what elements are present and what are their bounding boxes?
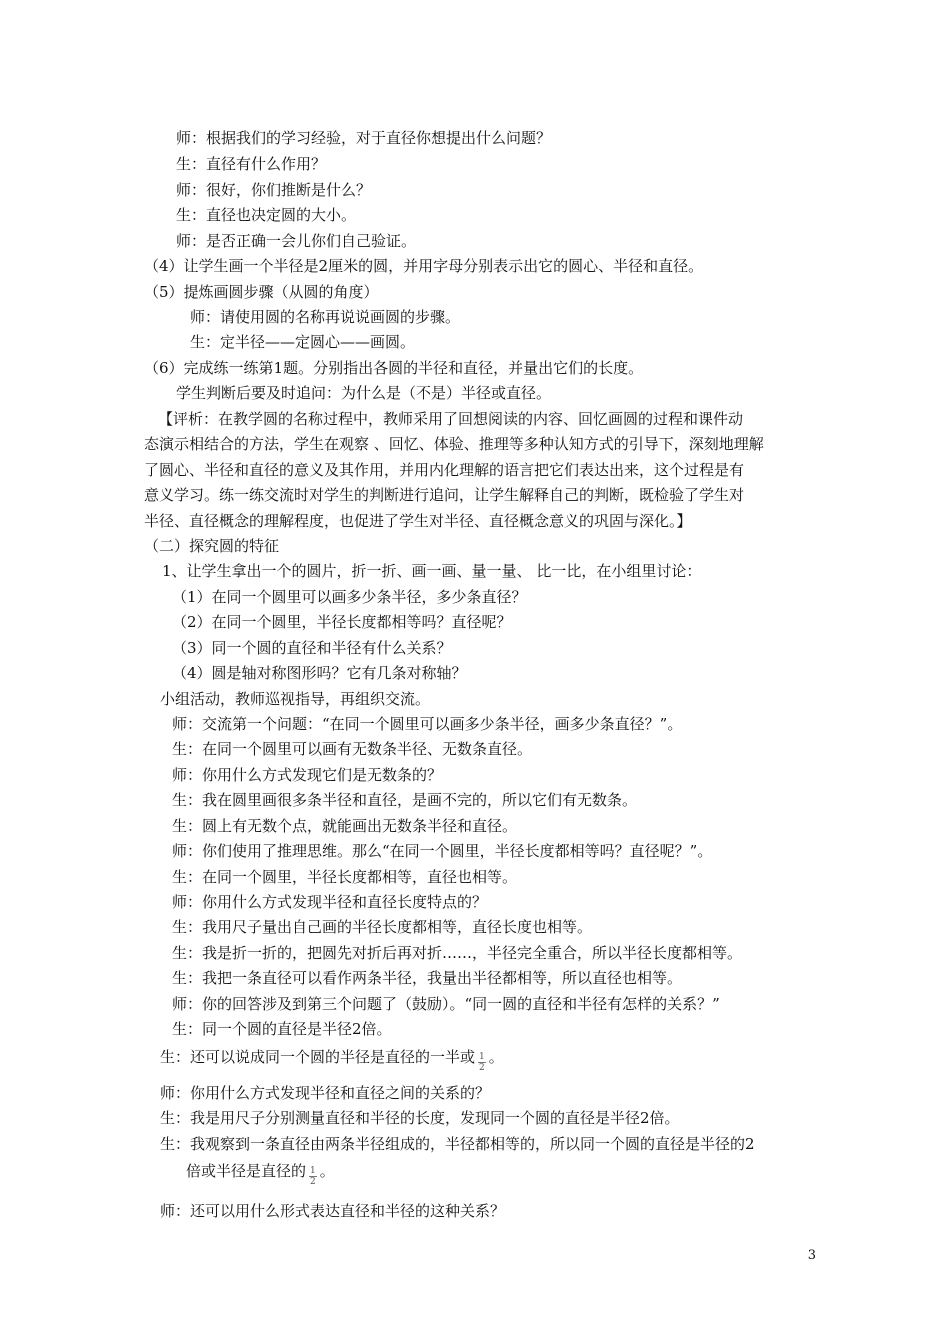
text-line: 生：我是折一折的，把圆先对折后再对折……，半径完全重合，所以半径长度都相等。 [172,944,743,962]
fraction-numerator: 1 [310,1165,316,1176]
text-line: 师：你用什么方式发现半径和直径之间的关系的？ [160,1084,491,1102]
text-line: 师：很好，你们推断是什么？ [176,181,372,199]
comment-line: 意义学习。练一练交流时对学生的判断进行追问，让学生解释自己的判断，既检验了学生对 [144,486,745,504]
text-line: 师：你用什么方式发现半径和直径长度特点的？ [172,893,488,911]
fraction-one-half [309,1166,317,1187]
fraction-denominator: 2 [310,1176,316,1187]
text-segment: 生：还可以说成同一个圆的半径是直径的一半或 [160,1048,476,1066]
text-line: （6）完成练一练第1题。分别指出各圆的半径和直径，并量出它们的长度。 [144,359,644,377]
text-line: （2）在同一个圆里，半径长度都相等吗？直径呢？ [172,613,512,631]
text-line-with-fraction [160,1046,504,1073]
text-line: 师：你的回答涉及到第三个问题了（鼓励）。“同一圆的直径和半径有怎样的关系？” [172,995,720,1013]
text-line: 生：圆上有无数个点，就能画出无数条半径和直径。 [172,817,518,835]
fraction-denominator: 2 [479,1062,485,1073]
comment-line: 【评析：在教学圆的名称过程中，教师采用了回想阅读的内容、回忆画圆的过程和课件动 [158,410,744,428]
comment-line: 半径、直径概念的理解程度，也促进了学生对半径、直径概念意义的巩固与深化。】 [144,512,692,530]
text-line-with-fraction [186,1160,335,1187]
period: 。 [488,1048,504,1066]
text-line: 生：在同一个圆里可以画有无数条半径、无数条直径。 [172,740,533,758]
text-line: （3）同一个圆的直径和半径有什么关系？ [172,639,452,657]
text-line: 生：直径也决定圆的大小。 [176,206,357,224]
text-line: 师：请使用圆的名称再说说画圆的步骤。 [190,308,461,326]
text-line: 1、让学生拿出一个的圆片，折一折、画一画、量一量、 比一比，在小组里讨论： [162,562,702,580]
comment-line: 了圆心、半径和直径的意义及其作用，并用内化理解的语言把它们表达出来，这个过程是有 [144,461,745,479]
text-line: 师：你们使用了推理思维。那么“在同一个圆里，半径长度都相等吗？直径呢？”。 [172,842,713,860]
page-number: 3 [807,1248,816,1263]
text-line: 生：我用尺子量出自己画的半径长度都相等，直径长度也相等。 [172,918,593,936]
fraction-numerator: 1 [479,1051,485,1062]
text-segment: 倍或半径是直径的 [186,1162,307,1180]
text-line: （1）在同一个圆里可以画多少条半径，多少条直径？ [172,588,527,606]
text-line: 生：同一个圆的直径是半径2倍。 [172,1020,392,1038]
text-line: 生：直径有什么作用？ [176,155,327,173]
text-line: 生：我观察到一条直径由两条半径组成的，半径都相等的，所以同一个圆的直径是半径的2 [160,1135,755,1153]
text-line: 师：还可以用什么形式表达直径和半径的这种关系？ [160,1202,506,1220]
text-line: 生：在同一个圆里，半径长度都相等，直径也相等。 [172,868,518,886]
text-line: 学生判断后要及时追问：为什么是（不是）半径或直径。 [176,384,552,402]
section-heading: （二）探究圆的特征 [144,537,280,555]
text-line: 师：是否正确一会儿你们自己验证。 [176,232,417,250]
period: 。 [319,1162,335,1180]
fraction-one-half [478,1052,486,1073]
text-line: 师：你用什么方式发现它们是无数条的？ [172,766,443,784]
text-line: （5）提炼画圆步骤（从圆的角度） [144,283,379,301]
text-line: （4）让学生画一个半径是2厘米的圆，并用字母分别表示出它的圆心、半径和直径。 [144,257,704,275]
text-line: 生：我是用尺子分别测量直径和半径的长度，发现同一个圆的直径是半径2倍。 [160,1109,680,1127]
text-line: 小组活动，教师巡视指导，再组织交流。 [160,690,431,708]
text-line: （4）圆是轴对称图形吗？它有几条对称轴？ [172,664,467,682]
text-line: 生：我在圆里画很多条半径和直径，是画不完的，所以它们有无数条。 [172,791,638,809]
text-line: 师：根据我们的学习经验，对于直径你想提出什么问题？ [176,129,552,147]
text-line: 生：我把一条直径可以看作两条半径，我量出半径都相等，所以直径也相等。 [172,969,683,987]
text-line: 生：定半径——定圆心——画圆。 [190,333,416,351]
text-line: 师：交流第一个问题：“在同一个圆里可以画多少条半径，画多少条直径？”。 [172,715,683,733]
comment-line: 态演示相结合的方法，学生在观察 、回忆、体验、推理等多种认知方式的引导下，深刻地理解 [144,435,764,453]
